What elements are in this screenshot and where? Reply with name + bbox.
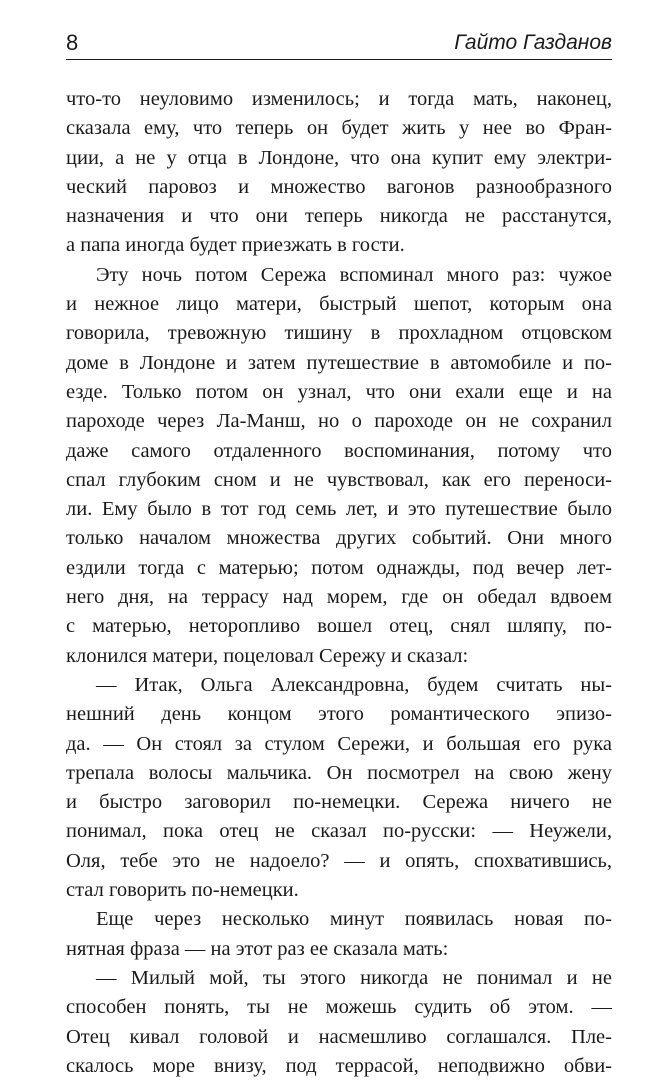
text-line: и нежное лицо матери, быстрый шепот, которым она: [66, 293, 612, 316]
text-line: что-то неуловимо изменилось; и тогда мать, наконец,: [66, 88, 612, 110]
text-line: да. — Он стоял за стулом Сережи, и большая его рука: [66, 732, 612, 755]
paragraph: [66, 905, 612, 964]
text-line: — Милый мой, ты этого никогда не понимал и не: [96, 966, 612, 989]
text-line: клонился матери, поцеловал Сережу и сказал:: [66, 644, 469, 667]
text-line: — Итак, Ольга Александровна, будем считать ны-: [96, 673, 612, 696]
text-line: назначения и что они теперь никогда не расстанутся,: [66, 205, 612, 228]
paragraph: [66, 85, 612, 261]
paragraph: [66, 261, 612, 671]
text-line: стал говорить по-немецки.: [66, 879, 299, 902]
text-line: доме в Лондоне и затем путешествие в автомобиле и по-: [66, 351, 612, 374]
text-line: способен понять, ты не можешь судить об этом. —: [66, 996, 612, 1019]
paragraph: [66, 671, 612, 905]
text-line: ческий паровоз и множество вагонов разнообразного: [66, 175, 612, 198]
text-line: спал глубоким сном и не чувствовал, как его переноси-: [66, 468, 612, 491]
page-number: 8: [66, 30, 79, 55]
text-line: скалось море внизу, под террасой, неподвижно обви-: [66, 1054, 612, 1077]
text-line: трепала волосы мальчика. Он посмотрел на свою жену: [66, 761, 612, 784]
paragraph: [66, 964, 612, 1081]
text-line: Оля, тебе это не надоело? — и опять, спохватившись,: [66, 849, 612, 872]
body-text: [66, 85, 612, 1081]
text-line: только началом множества других событий. Они много: [66, 527, 612, 550]
text-line: него дня, на террасу над морем, где он обедал вдвоем: [66, 586, 612, 609]
text-line: понимал, пока отец не сказал по-русски: — Неужели,: [66, 820, 612, 843]
header-divider: [66, 59, 612, 60]
text-line: нешний день концом этого романтического эпизо-: [66, 703, 612, 726]
text-line: с матерью, неторопливо вошел отец, снял шляпу, по-: [66, 615, 612, 638]
text-line: и быстро заговорил по-немецки. Сережа ничего не: [66, 791, 612, 814]
text-line: ездили тогда с матерью; потом однажды, под вечер лет-: [66, 556, 612, 579]
page-header: [66, 30, 612, 62]
text-line: даже самого отдаленного воспоминания, потому что: [66, 439, 612, 462]
text-line: пароходе через Ла-Манш, но о пароходе он не сохранил: [66, 410, 612, 433]
text-line: Эту ночь потом Сережа вспоминал много раз: чужое: [96, 263, 612, 286]
text-line: ции, а не у отца в Лондоне, что она купит ему электри-: [66, 146, 612, 169]
text-line: сказала ему, что теперь он будет жить у нее во Фран-: [66, 117, 612, 140]
text-line: ли. Ему было в тот год семь лет, и это путешествие было: [66, 498, 612, 521]
text-line: говорила, тревожную тишину в прохладном отцовском: [66, 322, 612, 345]
text-line: нятная фраза — на этот раз ее сказала мать:: [66, 937, 449, 960]
running-title: Гайто Газданов: [454, 31, 612, 54]
text-line: Еще через несколько минут появилась новая по-: [96, 908, 612, 931]
text-line: а папа иногда будет приезжать в гости.: [66, 234, 405, 257]
text-line: Отец кивал головой и насмешливо соглашался. Пле-: [66, 1025, 612, 1048]
text-line: езде. Только потом он узнал, что они ехали еще и на: [66, 380, 612, 403]
